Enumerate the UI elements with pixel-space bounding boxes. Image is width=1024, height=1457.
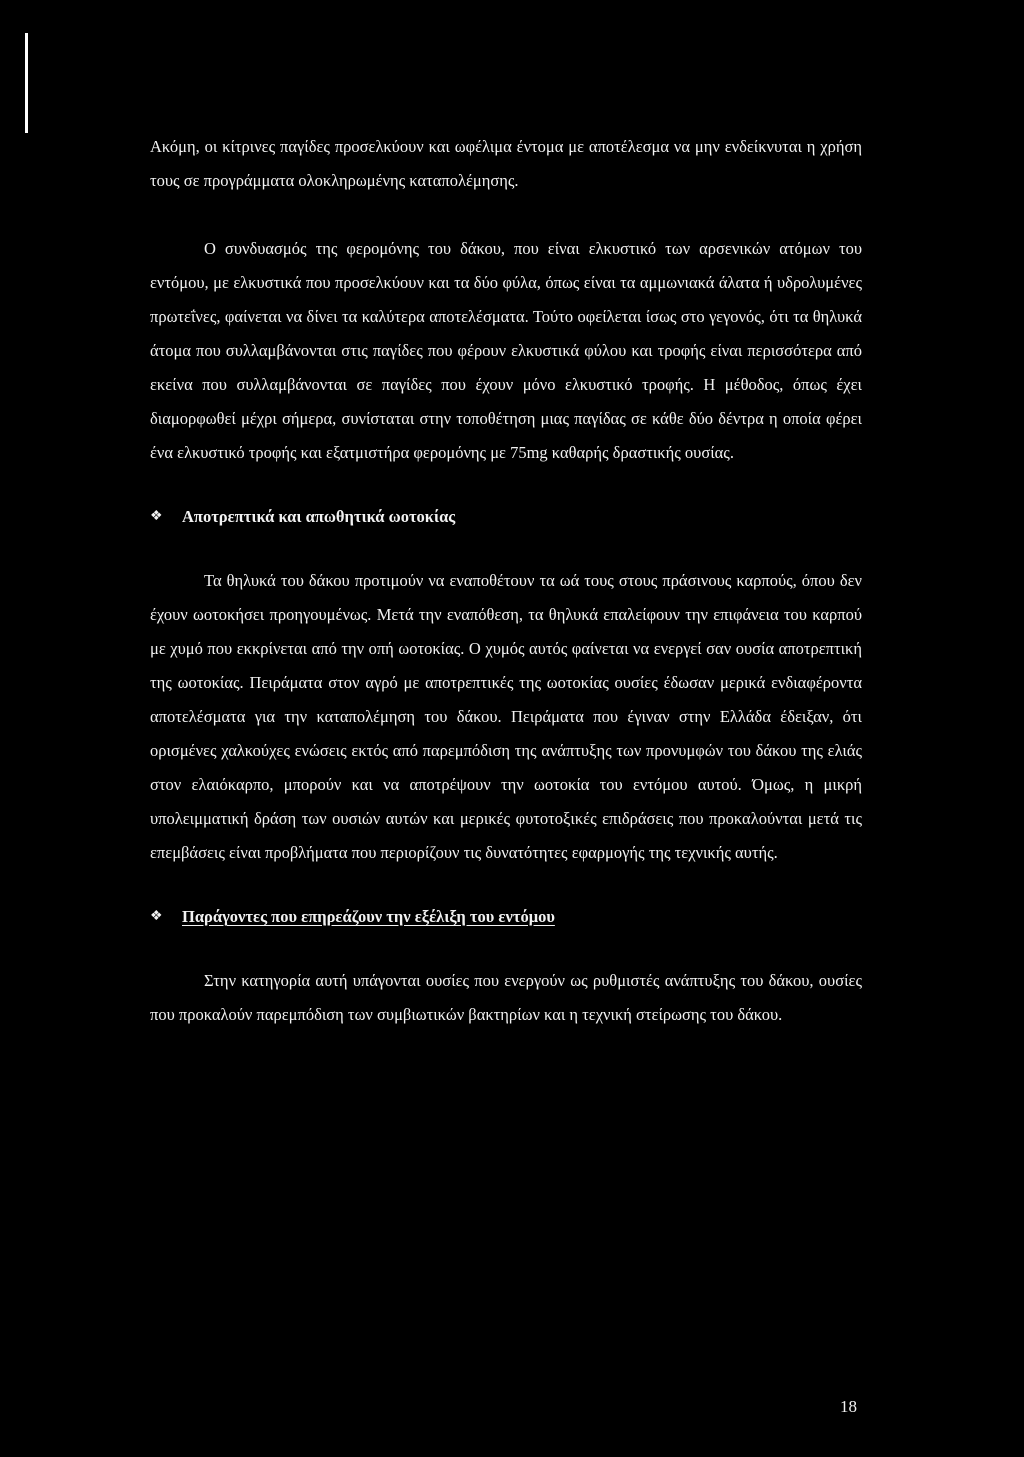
diamond-bullet-icon: ❖ — [150, 909, 163, 924]
section-heading-deterrents — [150, 500, 862, 534]
section-heading-deterrents-text: Αποτρεπτικά και απωθητικά ωοτοκίας — [182, 507, 456, 526]
section-heading-development-factors — [150, 900, 862, 934]
paragraph-growth-regulators: Στην κατηγορία αυτή υπάγονται ουσίες που ενεργούν ως ρυθμιστές ανάπτυξης του δάκου, ουσίες που προκαλούν παρεμπόδιση των συμβιωτικών βακτηρίων και η τεχνική στείρωσης του δάκου. — [150, 971, 862, 1024]
section-heading-development-factors-text: Παράγοντες που επηρεάζουν την εξέλιξη του εντόμου — [182, 907, 555, 926]
margin-rule — [25, 33, 28, 133]
page-content — [150, 130, 862, 1032]
spacer — [150, 470, 862, 500]
page-number: 18 — [840, 1397, 857, 1416]
spacer — [150, 534, 862, 564]
spacer — [150, 198, 862, 232]
spacer — [150, 934, 862, 964]
paragraph-oviposition-deterrents: Τα θηλυκά του δάκου προτιμούν να εναποθέτουν τα ωά τους στους πράσινους καρπούς, όπου δεν έχουν ωοτοκήσει προηγουμένως. Μετά την εναπόθεση, τα θηλυκά επαλείφουν την επιφάνεια του καρπού με χυμό που εκκρίνεται από την οπή ωοτοκίας. Ο χυμός αυτός φαίνεται να ενεργεί σαν ουσία αποτρεπτική της ωοτοκίας. Πειράματα στον αγρό με αποτρεπτικές της ωοτοκίας ουσίες έδωσαν μερικά ενδιαφέροντα αποτελέσματα για την καταπολέμηση του δάκου. Πειράματα που έγιναν στην Ελλάδα έδειξαν, ότι ορισμένες χαλκούχες ενώσεις εκτός από παρεμπόδιση της ανάπτυξης των προνυμφών του δάκου της ελιάς στον ελαιόκαρπο, μπορούν και να αποτρέψουν την ωοτοκία του εντόμου αυτού. Όμως, η μικρή υπολειμματική δράση των ουσιών αυτών και μερικές φυτοτοξικές επιδράσεις που προκαλούνται μετά τις επεμβάσεις είναι προβλήματα που περιορίζουν τις δυνατότητες εφαρμογής της τεχνικής αυτής. — [150, 571, 862, 862]
paragraph-pheromone-combination: Ο συνδυασμός της φερομόνης του δάκου, που είναι ελκυστικό των αρσενικών ατόμων του εντόμου, με ελκυστικά που προσελκύουν και τα δύο φύλα, όπως είναι τα αμμωνιακά άλατα ή υδρολυμένες πρωτεΐνες, φαίνεται να δίνει τα καλύτερα αποτελέσματα. Τούτο οφείλεται ίσως στο γεγονός, ότι τα θηλυκά άτομα που συλλαμβάνονται στις παγίδες που φέρουν ελκυστικά φύλου και τροφής είναι περισσότερα από εκείνα που συλλαμβάνονται σε παγίδες που έχουν μόνο ελκυστικό τροφής. Η μέθοδος, όπως έχει διαμορφωθεί μέχρι σήμερα, συνίσταται στην τοποθέτηση μιας παγίδας σε κάθε δύο δέντρα η οποία φέρει ένα ελκυστικό τροφής και εξατμιστήρα φερομόνης με 75mg καθαρής δραστικής ουσίας. — [150, 239, 862, 462]
paragraph-yellow-traps: Ακόμη, οι κίτρινες παγίδες προσελκύουν και ωφέλιμα έντομα με αποτέλεσμα να μην ενδείκνυται η χρήση τους σε προγράμματα ολοκληρωμένης καταπολέμησης. — [150, 137, 862, 190]
spacer — [150, 870, 862, 900]
diamond-bullet-icon: ❖ — [150, 509, 163, 524]
